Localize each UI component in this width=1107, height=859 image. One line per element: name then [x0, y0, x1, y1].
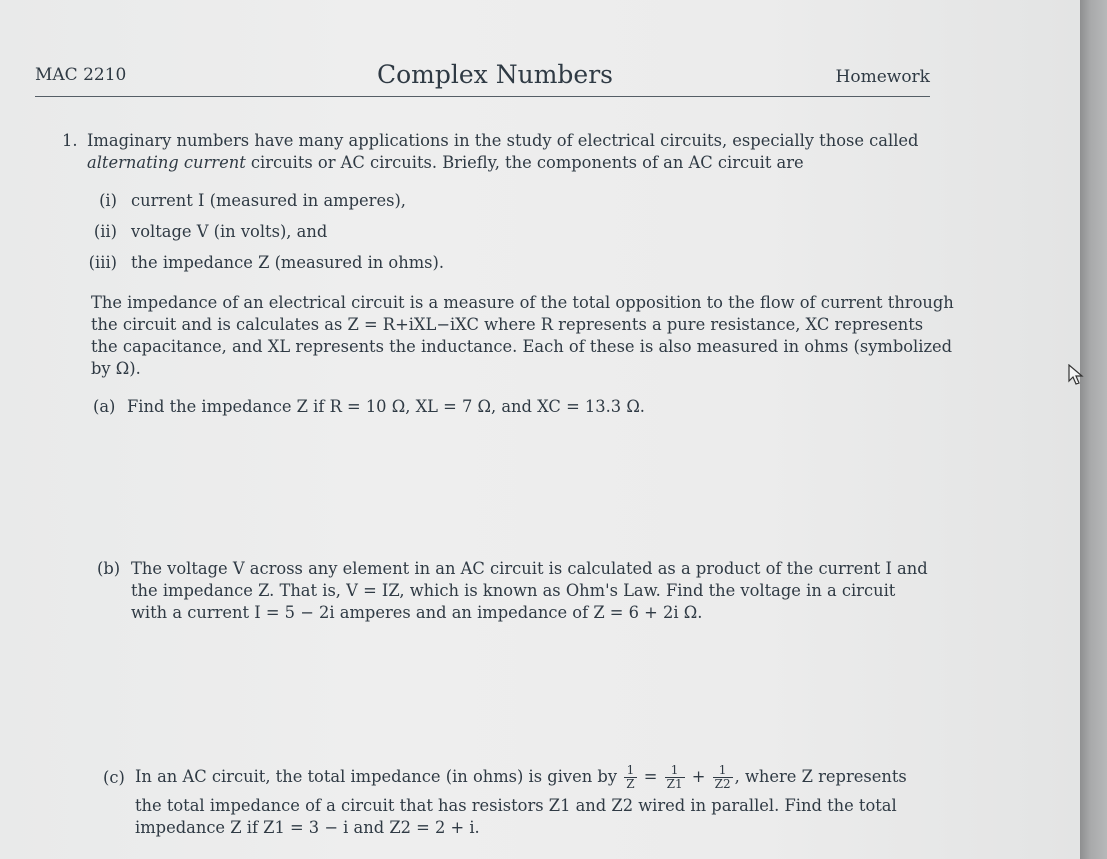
fraction-denominator: Z [626, 777, 635, 791]
component-text: current I (measured in amperes), [131, 191, 406, 210]
part-b-label: (b) [97, 559, 121, 578]
fraction-one-over-z1 [665, 764, 685, 791]
problem-intro-line1: Imaginary numbers have many applications in the study of electrical circuits, especially those called [87, 131, 919, 150]
fraction-one-over-z [624, 764, 636, 791]
impedance-paragraph-line: by Ω). [91, 359, 141, 378]
fraction-numerator: 1 [713, 764, 733, 778]
problem-intro-line2 [87, 152, 804, 174]
part-b-line: with a current I = 5 − 2i amperes and an impedance of Z = 6 + 2i Ω. [131, 603, 703, 622]
part-a-question: Find the impedance Z if R = 10 Ω, XL = 7 Ω, and XC = 13.3 Ω. [127, 397, 645, 416]
impedance-paragraph-line: the capacitance, and XL represents the inductance. Each of these is also measured in ohms (symbolized [91, 337, 953, 356]
plus-sign: + [691, 767, 706, 786]
equals-sign: = [643, 767, 658, 786]
part-b-line: The voltage V across any element in an AC circuit is calculated as a product of the current I and [131, 559, 928, 578]
impedance-paragraph-line: The impedance of an electrical circuit is a measure of the total opposition to the flow of current through [91, 293, 954, 312]
component-label: (i) [99, 191, 117, 210]
fraction-numerator: 1 [624, 764, 636, 778]
fraction-denominator: Z1 [666, 777, 683, 791]
component-text: the impedance Z (measured in ohms). [131, 253, 445, 272]
component-text: voltage V (in volts), and [131, 222, 328, 241]
course-code: MAC 2210 [35, 65, 127, 85]
problem-number: 1. [62, 131, 78, 150]
fraction-denominator: Z2 [714, 777, 731, 791]
page-header [35, 60, 930, 97]
mouse-pointer-icon [1068, 364, 1084, 386]
italic-term: alternating current [87, 153, 246, 172]
fraction-one-over-z2 [713, 764, 733, 791]
part-c-line1-start: In an AC circuit, the total impedance (in ohms) is given by [135, 767, 618, 786]
page-edge [1080, 0, 1107, 859]
part-b-line: the impedance Z. That is, V = IZ, which is known as Ohm's Law. Find the voltage in a circuit [131, 581, 896, 600]
fraction-numerator: 1 [665, 764, 685, 778]
part-c-line3: impedance Z if Z1 = 3 − i and Z2 = 2 + i. [135, 818, 480, 837]
document-type: Homework [835, 67, 930, 87]
part-c-label: (c) [103, 768, 125, 787]
component-label: (iii) [88, 253, 117, 272]
impedance-paragraph-line: the circuit and is calculates as Z = R+iXL−iXC where R represents a pure resistance, XC represents [91, 315, 924, 334]
part-a-label: (a) [93, 397, 116, 416]
part-c-line1 [135, 759, 907, 795]
page-title: Complex Numbers [377, 60, 613, 89]
intro-line2-rest: circuits or AC circuits. Briefly, the components of an AC circuit are [245, 153, 804, 172]
part-c-line2: the total impedance of a circuit that has resistors Z1 and Z2 wired in parallel. Find the total [135, 796, 897, 815]
component-label: (ii) [93, 222, 117, 241]
part-c-line1-end: , where Z represents [734, 767, 907, 786]
